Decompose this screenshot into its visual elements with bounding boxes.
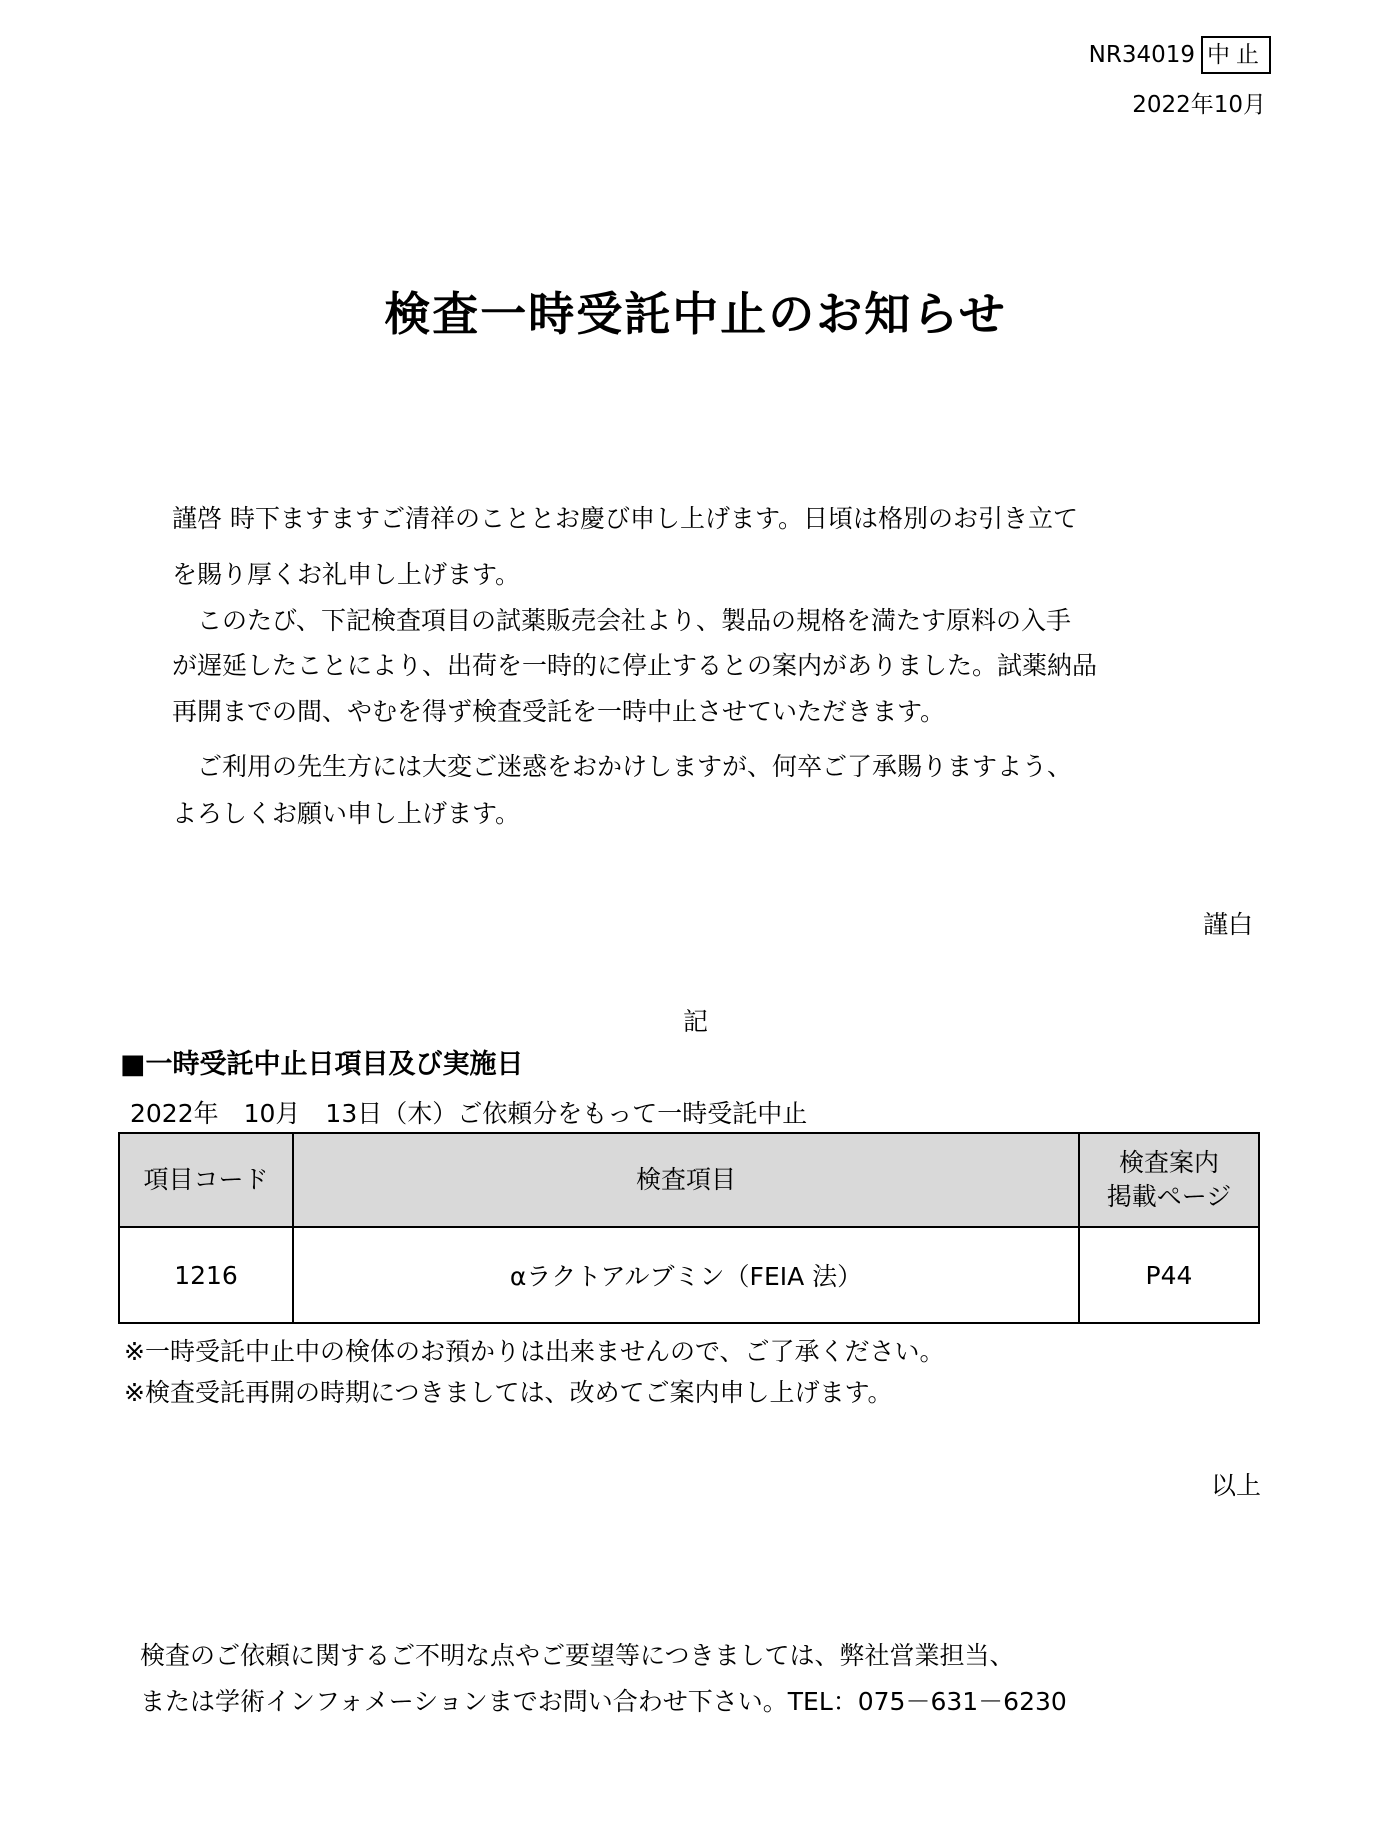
items-table	[118, 1132, 1260, 1324]
cell-item: αラクトアルブミン（FEIA 法）	[293, 1227, 1079, 1323]
body-line: よろしくお願い申し上げます。	[172, 799, 521, 828]
document-number	[1089, 36, 1271, 74]
page-title: 検査一時受託中止のお知らせ	[384, 287, 1007, 341]
cell-page: P44	[1079, 1227, 1259, 1323]
suspended-stamp: 中止	[1201, 36, 1271, 74]
doc-number-text: NR34019	[1088, 42, 1195, 68]
table-row	[119, 1227, 1259, 1323]
body-line: が遅延したことにより、出荷を一時的に停止するとの案内がありました。試薬納品	[172, 651, 1098, 680]
cell-code: 1216	[119, 1227, 293, 1323]
body-line: このたび、下記検査項目の試薬販売会社より、製品の規格を満たす原料の入手	[172, 606, 1072, 635]
suspension-schedule: 2022年 10月 13日（木）ご依頼分をもって一時受託中止	[130, 1099, 808, 1128]
body-line: を賜り厚くお礼申し上げます。	[172, 560, 521, 589]
col-header-code: 項目コード	[119, 1133, 293, 1227]
note-line: ※一時受託中止中の検体のお預かりは出来ませんので、ご了承ください。	[124, 1337, 945, 1366]
body-line: ご利用の先生方には大変ご迷惑をおかけしますが、何卒ご了承賜りますよう、	[172, 752, 1073, 781]
col-header-page-line2: 掲載ページ	[1106, 1182, 1232, 1211]
col-header-page-line1: 検査案内	[1118, 1148, 1219, 1177]
ki-marker: 記	[682, 1007, 708, 1036]
closing-salutation: 謹白	[1202, 910, 1253, 939]
issue-date: 2022年10月	[1132, 92, 1266, 118]
body-line: 再開までの間、やむを得ず検査受託を一時中止させていただきます。	[172, 697, 946, 726]
footer-line: または学術インフォメーションまでお問い合わせ下さい。TEL：075－631－6230	[140, 1687, 1067, 1716]
col-header-page	[1079, 1133, 1259, 1227]
table-header-row	[119, 1133, 1259, 1227]
note-line: ※検査受託再開の時期につきましては、改めてご案内申し上げます。	[124, 1378, 893, 1407]
footer-line: 検査のご依頼に関するご不明な点やご要望等につきましては、弊社営業担当、	[140, 1641, 1015, 1670]
closing-ijou: 以上	[1210, 1471, 1261, 1500]
col-header-item: 検査項目	[293, 1133, 1079, 1227]
body-line: 謹啓 時下ますますご清祥のこととお慶び申し上げます。日頃は格別のお引き立て	[172, 504, 1078, 533]
section-heading: ■一時受託中止日項目及び実施日	[120, 1049, 524, 1080]
